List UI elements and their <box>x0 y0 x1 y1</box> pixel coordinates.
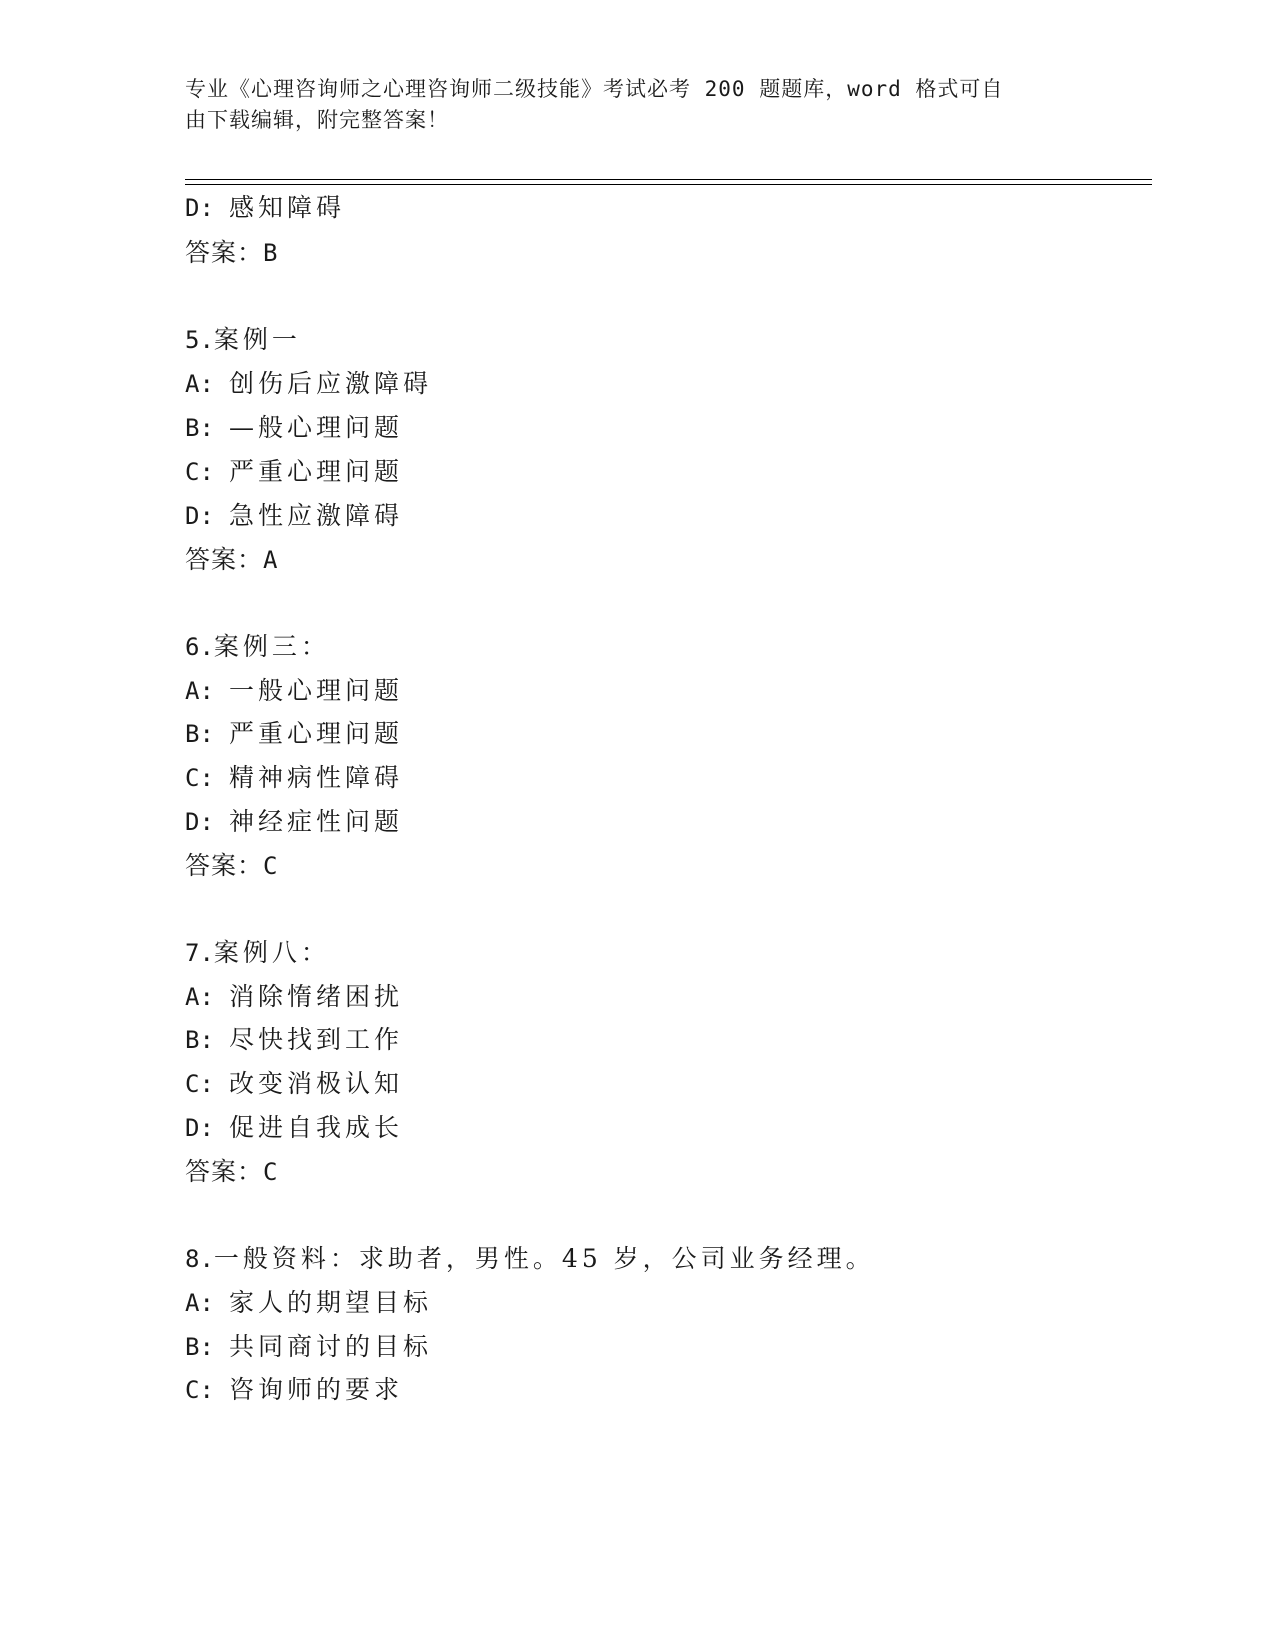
question-number: 7. <box>185 939 214 967</box>
question-line <box>185 936 330 970</box>
question-text: 一般资料：求助者，男性。45 岁，公司业务经理。 <box>213 1244 875 1273</box>
question-line <box>185 630 330 664</box>
question-number: 8. <box>185 1245 214 1273</box>
answer-line <box>185 543 278 577</box>
option-line <box>185 761 403 795</box>
option-text: 创伤后应激障碍 <box>229 369 433 398</box>
option-line <box>185 674 403 708</box>
option-text: 严重心理问题 <box>229 719 404 748</box>
option-text: 精神病性障碍 <box>229 763 404 792</box>
option-letter: A: <box>185 677 214 705</box>
header-line-1: 专业《心理咨询师之心理咨询师二级技能》考试必考 200 题题库，word 格式可自 <box>185 77 1004 101</box>
option-letter: B: <box>185 1333 214 1361</box>
option-line <box>185 1067 403 1101</box>
option-text: 促进自我成长 <box>229 1113 404 1142</box>
header-divider-top <box>185 179 1152 180</box>
option-line <box>185 499 403 533</box>
answer-line <box>185 849 278 883</box>
answer-value: C <box>263 852 279 880</box>
answer-line <box>185 1155 278 1189</box>
option-line <box>185 980 403 1014</box>
option-line <box>185 1111 403 1145</box>
option-text: 尽快找到工作 <box>229 1025 404 1054</box>
option-text: 急性应激障碍 <box>229 501 404 530</box>
option-line <box>185 455 403 489</box>
option-line <box>185 1330 432 1364</box>
option-text: 神经症性问题 <box>229 807 404 836</box>
option-line <box>185 717 403 751</box>
option-line <box>185 1373 403 1407</box>
option-letter: C: <box>185 764 214 792</box>
option-letter: D: <box>185 194 214 222</box>
question-line <box>185 323 301 357</box>
option-text: 共同商讨的目标 <box>229 1332 433 1361</box>
question-number: 5. <box>185 326 214 354</box>
option-text: 一般心理问题 <box>229 676 404 705</box>
option-text: —般心理问题 <box>229 413 404 442</box>
header-divider-bottom <box>185 184 1152 185</box>
option-text: 改变消极认知 <box>229 1069 404 1098</box>
option-line <box>185 411 403 445</box>
option-letter: B: <box>185 414 214 442</box>
answer-label: 答案： <box>185 238 264 267</box>
option-letter: A: <box>185 983 214 1011</box>
option-letter: D: <box>185 1114 214 1142</box>
question-text: 案例八： <box>213 938 330 967</box>
option-line <box>185 191 345 225</box>
question-line <box>185 1242 875 1276</box>
answer-line <box>185 236 278 270</box>
option-line <box>185 805 403 839</box>
option-letter: A: <box>185 1289 214 1317</box>
option-letter: A: <box>185 370 214 398</box>
option-letter: C: <box>185 1070 214 1098</box>
option-line <box>185 1023 403 1057</box>
option-line <box>185 367 432 401</box>
option-text: 严重心理问题 <box>229 457 404 486</box>
answer-label: 答案： <box>185 1157 264 1186</box>
answer-label: 答案： <box>185 545 264 574</box>
option-letter: D: <box>185 502 214 530</box>
option-letter: C: <box>185 1376 214 1404</box>
option-letter: B: <box>185 1026 214 1054</box>
answer-value: C <box>263 1158 279 1186</box>
answer-value: B <box>263 239 279 267</box>
option-letter: C: <box>185 458 214 486</box>
question-number: 6. <box>185 633 214 661</box>
option-text: 咨询师的要求 <box>229 1375 404 1404</box>
answer-label: 答案： <box>185 851 264 880</box>
question-text: 案例三： <box>213 632 330 661</box>
option-letter: B: <box>185 720 214 748</box>
answer-value: A <box>263 546 279 574</box>
option-line <box>185 1286 432 1320</box>
option-letter: D: <box>185 808 214 836</box>
document-header <box>185 74 1065 136</box>
option-text: 家人的期望目标 <box>229 1288 433 1317</box>
option-text: 消除惰绪困扰 <box>229 982 404 1011</box>
option-text: 感知障碍 <box>229 193 346 222</box>
question-text: 案例一 <box>213 325 301 354</box>
header-line-2: 由下载编辑，附完整答案！ <box>185 108 449 132</box>
